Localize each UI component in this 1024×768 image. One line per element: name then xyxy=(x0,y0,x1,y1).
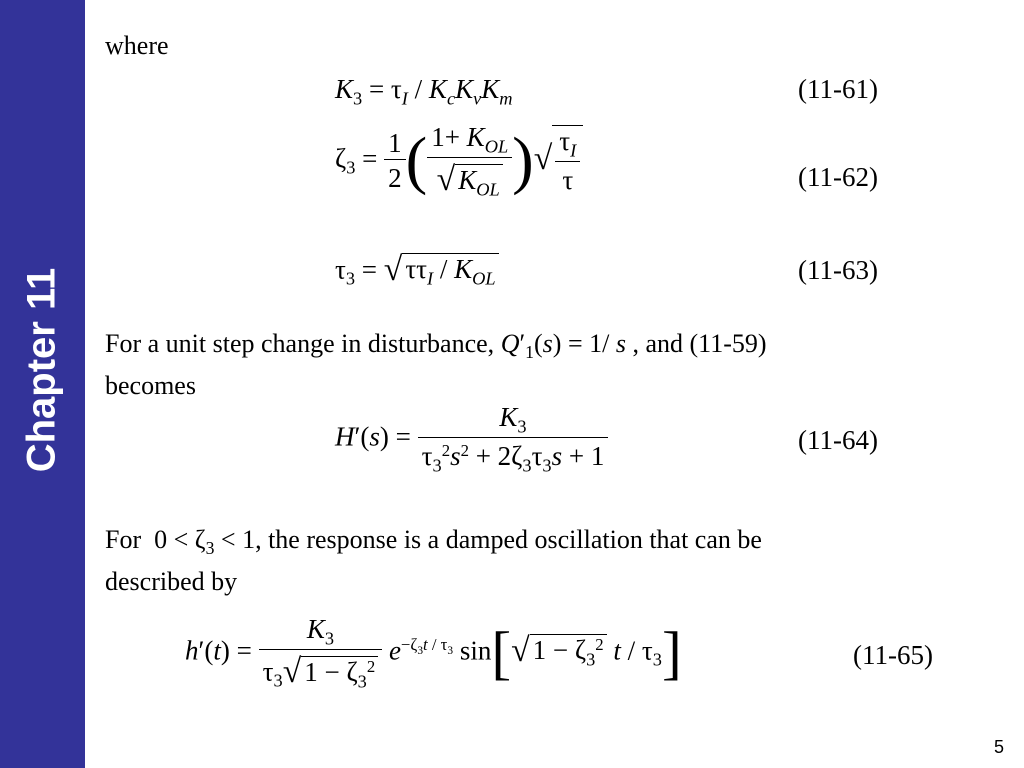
equation-11-64: H′(s) = $\frac{K_3}{\tau_3^2s^2 + 2\zeta_3\tau_3s + 1}$ xyxy=(335,402,608,477)
equation-11-63: $\tau_3$ = √ $\tau\tau_I / K_{OL}$ xyxy=(335,251,499,290)
equation-11-61: $K_3 = \tau_I / K_cK_vK_m$ xyxy=(335,74,513,109)
equation-11-65: h′(t) = $\frac{K_3}{\tau_3√ 1 - \zeta_3^2}$ $e^{-\zeta_3t / \tau_3}$ sin[√ $1 - \zeta_3^2$ t / $\tau_3$] xyxy=(185,614,682,692)
step-change-text xyxy=(105,324,767,372)
step-change-lead: For a unit step change in disturbance, xyxy=(105,329,495,358)
disturbance-expression: $Q'_1(s) = 1/$ s xyxy=(500,329,626,363)
described-by-text: described by xyxy=(105,567,238,596)
equation-number-64: (11-64) xyxy=(798,425,878,455)
equation-number-61: (11-61) xyxy=(798,74,878,104)
zeta-range: $0 < \zeta_3 < 1$ xyxy=(154,525,256,559)
becomes-text: becomes xyxy=(105,371,196,400)
chapter-sidebar xyxy=(0,0,85,768)
oscillation-text xyxy=(105,520,762,568)
equation-number-62: (11-62) xyxy=(798,162,878,192)
oscillation-tail: , the response is a damped oscillation that can be xyxy=(255,525,762,554)
chapter-label: Chapter 11 xyxy=(19,267,64,473)
equation-number-63: (11-63) xyxy=(798,255,878,285)
where-text: where xyxy=(105,31,169,60)
step-change-tail: , and (11-59) xyxy=(632,329,767,358)
equation-number-65: (11-65) xyxy=(853,640,933,670)
equation-11-62: $\zeta_3$ = $\frac{1}{2}$ ( $\frac{1+ K_{OL}}{√ K_{OL}}$ )√ $\frac{\tau_I}{\tau}$ xyxy=(335,122,583,200)
for-lead: For xyxy=(105,525,142,554)
page-number: 5 xyxy=(993,737,1004,757)
